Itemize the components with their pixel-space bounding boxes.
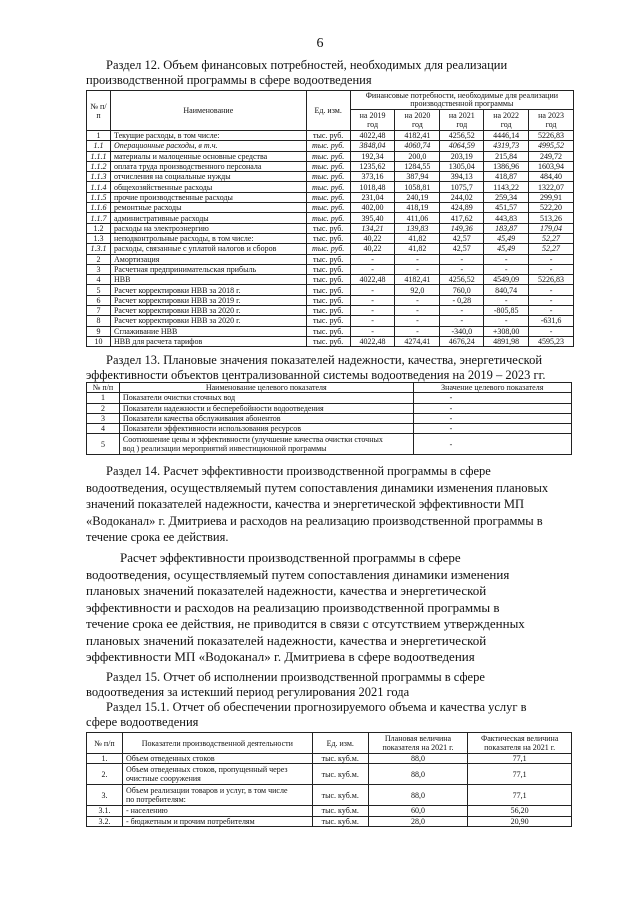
row-value: - [484,264,529,274]
row-value: 299,91 [529,192,574,202]
section-12-title [86,58,572,88]
row-unit: тыс. руб. [306,172,350,182]
col-header-group: Финансовые потребности, необходимые для реализации производственной программы [350,91,573,110]
table-row [87,172,574,182]
row-value: - [413,424,571,434]
row-name-line1: Объем реализации товаров и услуг, в том числе [125,786,288,796]
row-value: 395,40 [350,213,395,223]
col-header-unit: Ед. изм. [306,91,350,131]
row-value: 4595,23 [529,336,574,346]
row-value: 52,27 [529,244,574,254]
row-value: 4022,48 [350,275,395,285]
row-unit: тыс. куб.м. [312,754,368,764]
row-value: 411,06 [395,213,440,223]
table-row [87,306,574,316]
row-name-line2: очистные сооружения [125,774,201,784]
row-unit: тыс. руб. [306,316,350,326]
section-14-line: водоотведения, осуществляемый путем сопоставления динамики изменения плановых [86,480,549,495]
row-value: - [413,413,571,423]
row-name: НВВ [110,275,306,285]
row-value: - [529,285,574,295]
table-row [87,764,572,785]
row-value: 259,34 [484,192,529,202]
row-name: Расчет корректировки НВВ за 2020 г. [110,306,306,316]
row-name-line1: Соотношение цены и эффективности (улучшение качества очистки сточных [122,435,383,445]
row-value: - [395,264,440,274]
row-value: 4274,41 [395,336,440,346]
row-value: 418,87 [484,172,529,182]
row-value: - [350,306,395,316]
row-unit: тыс. руб. [306,131,350,141]
note-line: течение срока ее действия, не приводится в связи с отсутствием утвержденных [86,616,525,631]
row-value: 1235,62 [350,161,395,171]
row-name: неподконтрольные расходы, в том числе: [110,233,306,243]
row-number: 1.3.1 [87,244,111,254]
row-value: 417,62 [440,213,484,223]
col-header-no: № п/п [87,733,123,754]
row-number: 2 [87,403,120,413]
row-value: 1143,22 [484,182,529,192]
row-fact: 77,1 [468,754,572,764]
row-plan: 60,0 [368,806,468,816]
section-14-line: значений показателей надежности, качества и энергетической эффективности МП [86,497,525,511]
row-unit: тыс. куб.м. [312,785,368,806]
row-unit: тыс. руб. [306,295,350,305]
row-unit: тыс. руб. [306,161,350,171]
row-number: 1.2 [87,223,111,233]
row-name [122,764,312,785]
col-header-year: на 2020 год [395,110,440,131]
row-name: общехозяйственные расходы [110,182,306,192]
row-plan: 88,0 [368,785,468,806]
section-14-line: течение срока ее действия. [86,530,229,544]
row-number: 1.1.6 [87,203,111,213]
row-number: 1.1.2 [87,161,111,171]
row-name: Текущие расходы, в том числе: [110,131,306,141]
col-header-no: № п/п [87,91,111,131]
section-14-paragraph [86,463,572,546]
row-value: +308,00 [484,326,529,336]
row-name: ремонтные расходы [110,203,306,213]
row-number: 10 [87,336,111,346]
row-value: - [350,295,395,305]
row-value: - [440,264,484,274]
row-value: 4549,09 [484,275,529,285]
row-number: 3.1. [87,806,123,816]
row-number: 1.1.5 [87,192,111,202]
row-number: 3 [87,413,120,423]
row-name-line1: Объем отведенных стоков [125,754,215,764]
row-name: Показатели качества обслуживания абонентов [119,413,413,423]
row-name: расходы на электроэнергию [110,223,306,233]
table-row [87,223,574,233]
table-row [87,316,574,326]
table-row [87,785,572,806]
row-unit: тыс. руб. [306,306,350,316]
row-number: 1.1.1 [87,151,111,161]
section-13-title-line1: Раздел 13. Плановые значения показателей надежности, качества, энергетической [106,353,543,367]
note-line: водоотведения, осуществляемый путем сопоставления динамики изменения [86,566,510,582]
row-value: 394,13 [440,172,484,182]
table-row [87,233,574,243]
row-value: 192,34 [350,151,395,161]
row-value: 4256,52 [440,131,484,141]
row-value: 244,02 [440,192,484,202]
row-value: 484,40 [529,172,574,182]
section-15-1-title-line2: сфере водоотведения [86,715,199,729]
row-value: 4022,48 [350,336,395,346]
indicators-table [86,382,572,455]
section-14-line: «Водоканал» г. Дмитриева и расходов на реализацию производственной программы в [86,513,543,528]
row-name: материалы и малоценные основные средства [110,151,306,161]
row-number: 1.1 [87,141,111,151]
row-value: 4182,41 [395,275,440,285]
report-table [86,732,572,827]
row-value: 1386,96 [484,161,529,171]
row-number: 8 [87,316,111,326]
row-value: - [484,316,529,326]
row-value: 179,04 [529,223,574,233]
table-row [87,403,572,413]
row-value: 451,57 [484,203,529,213]
row-value: -340,0 [440,326,484,336]
row-plan: 88,0 [368,764,468,785]
row-plan: 28,0 [368,816,468,826]
row-value: - [529,264,574,274]
row-value: 41,82 [395,233,440,243]
note-line: плановых значений показателей надежности, качества и энергетической [86,583,487,598]
row-value: 387,94 [395,172,440,182]
table-row [87,141,574,151]
row-number: 9 [87,326,111,336]
row-value: 42,57 [440,244,484,254]
section-13-title [86,353,572,383]
row-name [122,806,312,816]
row-value: 3848,04 [350,141,395,151]
row-value: - [395,306,440,316]
row-name [119,434,413,455]
row-value: - [350,326,395,336]
row-value: - [440,316,484,326]
table-row [87,326,574,336]
row-value: - [350,264,395,274]
row-unit: тыс. руб. [306,233,350,243]
row-number: 5 [87,285,111,295]
row-value: - [529,295,574,305]
row-value: - [413,403,571,413]
row-value: 402,00 [350,203,395,213]
col-header-year: на 2023 год [529,110,574,131]
row-number: 4 [87,275,111,285]
row-value: 183,87 [484,223,529,233]
row-unit: тыс. руб. [306,336,350,346]
row-fact: 20,90 [468,816,572,826]
table-row [87,203,574,213]
table-row [87,182,574,192]
row-value: 200,0 [395,151,440,161]
row-name: Сглаживание НВВ [110,326,306,336]
col-header-fact: Фактическая величина показателя на 2021 г. [468,733,572,754]
col-header-unit: Ед. изм. [312,733,368,754]
row-name [122,785,312,806]
table-row [87,295,574,305]
row-value: 5226,83 [529,131,574,141]
row-unit: тыс. руб. [306,182,350,192]
row-value: 4995,52 [529,141,574,151]
note-line: эффективности МП «Водоканал» г. Дмитриева в сфере водоотведения [86,649,475,664]
table-row [87,413,572,423]
row-value: - [350,254,395,264]
row-value: 373,16 [350,172,395,182]
row-name: Операционные расходы, в т.ч. [110,141,306,151]
row-value: 418,19 [395,203,440,213]
finance-table [86,90,574,347]
table-row [87,151,574,161]
row-name-line1: Объем отведенных стоков, пропущенный через [125,765,288,775]
row-name: НВВ для расчета тарифов [110,336,306,346]
row-value: 1603,94 [529,161,574,171]
table-row [87,336,574,346]
row-value: - [440,254,484,264]
row-value: - [350,285,395,295]
row-value: 249,72 [529,151,574,161]
row-value: - [529,306,574,316]
table-row [87,275,574,285]
row-number: 1.1.3 [87,172,111,182]
row-value: 203,19 [440,151,484,161]
row-value: 4182,41 [395,131,440,141]
section-14-note-paragraph [86,550,572,666]
row-name: расходы, связанные с уплатой налогов и сборов [110,244,306,254]
row-value: - [529,254,574,264]
row-name: Расчетная предпринимательская прибыль [110,264,306,274]
row-value: 513,26 [529,213,574,223]
note-line: плановых значений показателей надежности, качества и энергетической [86,632,487,648]
row-unit: тыс. руб. [306,244,350,254]
row-name: Расчет корректировки НВВ за 2019 г. [110,295,306,305]
row-value: - [413,393,571,403]
row-value: 1018,48 [350,182,395,192]
row-name-line1: - населению [125,806,168,816]
row-unit: тыс. руб. [306,213,350,223]
row-value: 4022,48 [350,131,395,141]
row-unit: тыс. руб. [306,141,350,151]
row-value: 45,49 [484,233,529,243]
row-value: 5226,83 [529,275,574,285]
row-value: - [413,434,571,455]
col-header-name: Наименование целевого показателя [119,383,413,393]
row-unit: тыс. руб. [306,264,350,274]
row-value: 1284,55 [395,161,440,171]
table-row [87,754,572,764]
table-row [87,264,574,274]
row-fact: 56,20 [468,806,572,816]
row-value: - [395,326,440,336]
row-number: 2 [87,254,111,264]
row-value: 52,27 [529,233,574,243]
row-value: 42,57 [440,233,484,243]
page-number: 6 [316,36,324,51]
row-name: оплата труда производственного персонала [110,161,306,171]
col-header-no: № п/п [87,383,120,393]
row-value: 40,22 [350,233,395,243]
row-number: 6 [87,295,111,305]
row-number: 1.3 [87,233,111,243]
row-name [122,816,312,826]
row-value: 443,83 [484,213,529,223]
row-value: 4891,98 [484,336,529,346]
row-number: 4 [87,424,120,434]
row-number: 1.1.7 [87,213,111,223]
row-unit: тыс. руб. [306,275,350,285]
col-header-year: на 2022 год [484,110,529,131]
row-number: 3.2. [87,816,123,826]
row-value: 45,49 [484,244,529,254]
note-line: Расчет эффективности производственной программы в сфере [120,550,461,565]
table-row [87,213,574,223]
row-value: 4256,52 [440,275,484,285]
row-name: Показатели эффективности использования ресурсов [119,424,413,434]
section-15-title-line2: водоотведения за истекший период регулирования 2021 года [86,685,410,699]
row-value: - [440,306,484,316]
section-15-1-title-line1: Раздел 15.1. Отчет об обеспечении прогнозируемого объема и качества услуг в [106,700,527,714]
col-header-year: на 2021 год [440,110,484,131]
row-number: 1. [87,754,123,764]
table-row [87,393,572,403]
row-number: 7 [87,306,111,316]
row-value: 134,21 [350,223,395,233]
row-name: Расчет корректировки НВВ за 2020 г. [110,316,306,326]
row-unit: тыс. руб. [306,326,350,336]
table-row [87,244,574,254]
row-value: 4060,74 [395,141,440,151]
row-name: Амортизация [110,254,306,264]
row-name: административные расходы [110,213,306,223]
row-value: 4676,24 [440,336,484,346]
row-value: - [395,295,440,305]
row-fact: 77,1 [468,764,572,785]
row-value: 840,74 [484,285,529,295]
col-header-name: Наименование [110,91,306,131]
row-value: 522,20 [529,203,574,213]
table-row [87,131,574,141]
row-value: 424,89 [440,203,484,213]
row-value: 760,0 [440,285,484,295]
row-value: 215,84 [484,151,529,161]
row-number: 3 [87,264,111,274]
col-header-year: на 2019 год [350,110,395,131]
row-fact: 77,1 [468,785,572,806]
note-line: эффективности и расходов на реализацию производственной программы в [86,599,500,615]
row-unit: тыс. руб. [306,285,350,295]
table-row [87,161,574,171]
row-number: 2. [87,764,123,785]
row-unit: тыс. руб. [306,254,350,264]
row-value: 1305,04 [440,161,484,171]
row-unit: тыс. руб. [306,151,350,161]
row-number: 1 [87,131,111,141]
row-value: - [395,254,440,264]
col-header-plan: Плановая величина показателя на 2021 г. [368,733,468,754]
row-value: - [484,254,529,264]
section-15-title [86,670,572,730]
row-unit: тыс. руб. [306,192,350,202]
row-value: - [350,316,395,326]
row-name-line2: вод ) реализации мероприятий инвестиционной программы [122,444,327,454]
row-value: 40,22 [350,244,395,254]
row-value: 41,82 [395,244,440,254]
section-12-title-line2: производственной программы в сфере водоотведения [86,73,372,87]
row-value: 1322,07 [529,182,574,192]
table-row [87,254,574,264]
row-value: 4446,14 [484,131,529,141]
row-value: 240,19 [395,192,440,202]
row-value: -631,6 [529,316,574,326]
row-unit: тыс. руб. [306,203,350,213]
row-value: -805,85 [484,306,529,316]
row-name-line1: - бюджетным и прочим потребителям [125,816,255,826]
row-value: 139,83 [395,223,440,233]
row-number: 5 [87,434,120,455]
row-unit: тыс. руб. [306,223,350,233]
section-14-line: Раздел 14. Расчет эффективности производственной программы в сфере [106,464,491,478]
row-value: 1075,7 [440,182,484,192]
row-unit: тыс. куб.м. [312,764,368,785]
row-name: Расчет корректировки НВВ за 2018 г. [110,285,306,295]
table-row [87,434,572,455]
table-row [87,806,572,816]
row-value: - 0,28 [440,295,484,305]
row-unit: тыс. куб.м. [312,806,368,816]
section-15-title-line1: Раздел 15. Отчет об исполнении производственной программы в сфере [106,670,485,684]
row-value: - [395,316,440,326]
row-number: 1 [87,393,120,403]
row-number: 1.1.4 [87,182,111,192]
row-name: Показатели надежности и бесперебойности водоотведения [119,403,413,413]
col-header-name: Показатели производственной деятельности [122,733,312,754]
row-value: 4064,59 [440,141,484,151]
row-value: - [484,295,529,305]
row-unit: тыс. куб.м. [312,816,368,826]
table-row [87,192,574,202]
row-number: 3. [87,785,123,806]
section-13-title-line2: эффективности объектов централизованной системы водоотведения на 2019 – 2023 гг. [86,368,546,382]
row-name [122,754,312,764]
row-name: отчисления на социальные нужды [110,172,306,182]
row-value: - [529,326,574,336]
row-name: прочие производственные расходы [110,192,306,202]
table-row [87,424,572,434]
table-row [87,816,572,826]
row-value: 92,0 [395,285,440,295]
table-row [87,285,574,295]
row-name-line2: по потребителям: [125,795,186,805]
row-value: 149,36 [440,223,484,233]
section-12-title-line1: Раздел 12. Объем финансовых потребностей, необходимых для реализации [106,58,508,72]
row-value: 1058,81 [395,182,440,192]
row-name: Показатели очистки сточных вод [119,393,413,403]
col-header-value: Значение целевого показателя [413,383,571,393]
row-value: 231,04 [350,192,395,202]
row-value: 4319,73 [484,141,529,151]
row-plan: 88,0 [368,754,468,764]
